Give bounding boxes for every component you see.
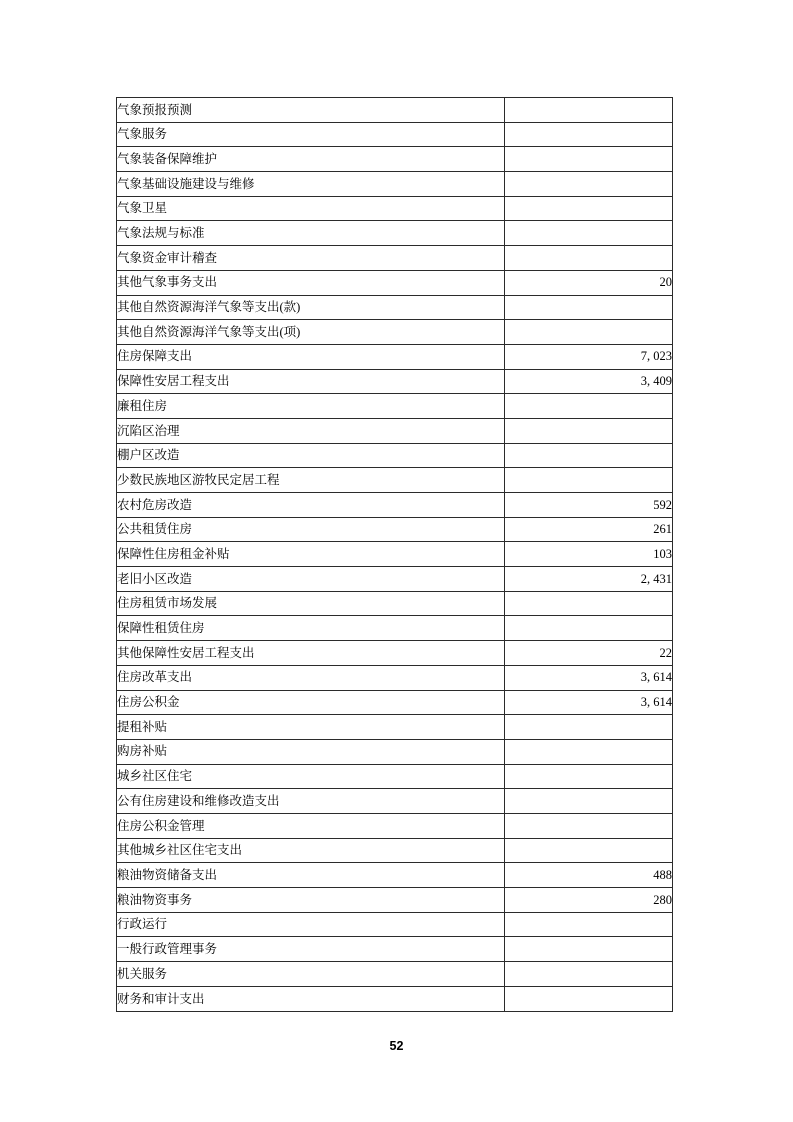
table-row xyxy=(117,172,673,197)
amount-cell xyxy=(505,616,673,641)
amount-cell xyxy=(505,320,673,345)
amount-cell xyxy=(505,789,673,814)
amount-cell xyxy=(505,986,673,1011)
table-row xyxy=(117,98,673,123)
amount-cell: 7, 023 xyxy=(505,344,673,369)
amount-cell xyxy=(505,172,673,197)
budget-table-body xyxy=(117,98,673,1012)
amount-cell xyxy=(505,468,673,493)
category-cell: 气象卫星 xyxy=(117,196,505,221)
table-row xyxy=(117,369,673,394)
category-cell: 其他气象事务支出 xyxy=(117,270,505,295)
category-cell: 农村危房改造 xyxy=(117,493,505,518)
table-row xyxy=(117,912,673,937)
amount-cell xyxy=(505,98,673,123)
category-cell: 保障性租赁住房 xyxy=(117,616,505,641)
amount-cell: 22 xyxy=(505,641,673,666)
category-cell: 其他自然资源海洋气象等支出(项) xyxy=(117,320,505,345)
amount-cell: 3, 614 xyxy=(505,690,673,715)
category-cell: 棚户区改造 xyxy=(117,443,505,468)
table-row xyxy=(117,616,673,641)
category-cell: 气象服务 xyxy=(117,122,505,147)
category-cell: 气象法规与标准 xyxy=(117,221,505,246)
amount-cell xyxy=(505,813,673,838)
amount-cell xyxy=(505,147,673,172)
amount-cell xyxy=(505,838,673,863)
amount-cell: 2, 431 xyxy=(505,567,673,592)
amount-cell xyxy=(505,591,673,616)
category-cell: 廉租住房 xyxy=(117,394,505,419)
table-row xyxy=(117,443,673,468)
table-row xyxy=(117,591,673,616)
table-row xyxy=(117,789,673,814)
category-cell: 住房租赁市场发展 xyxy=(117,591,505,616)
amount-cell: 3, 409 xyxy=(505,369,673,394)
table-row xyxy=(117,542,673,567)
amount-cell xyxy=(505,912,673,937)
amount-cell: 280 xyxy=(505,888,673,913)
category-cell: 保障性安居工程支出 xyxy=(117,369,505,394)
table-row xyxy=(117,320,673,345)
category-cell: 粮油物资事务 xyxy=(117,888,505,913)
table-row xyxy=(117,270,673,295)
amount-cell xyxy=(505,221,673,246)
category-cell: 老旧小区改造 xyxy=(117,567,505,592)
amount-cell xyxy=(505,394,673,419)
table-row xyxy=(117,468,673,493)
amount-cell xyxy=(505,295,673,320)
table-row xyxy=(117,764,673,789)
category-cell: 城乡社区住宅 xyxy=(117,764,505,789)
amount-cell: 488 xyxy=(505,863,673,888)
category-cell: 住房公积金 xyxy=(117,690,505,715)
amount-cell xyxy=(505,962,673,987)
category-cell: 住房保障支出 xyxy=(117,344,505,369)
table-row xyxy=(117,122,673,147)
table-row xyxy=(117,517,673,542)
category-cell: 机关服务 xyxy=(117,962,505,987)
table-row xyxy=(117,715,673,740)
category-cell: 住房改革支出 xyxy=(117,665,505,690)
table-row xyxy=(117,739,673,764)
category-cell: 行政运行 xyxy=(117,912,505,937)
amount-cell xyxy=(505,418,673,443)
page-number: 52 xyxy=(389,1039,404,1053)
category-cell: 气象预报预测 xyxy=(117,98,505,123)
table-row xyxy=(117,147,673,172)
category-cell: 公有住房建设和维修改造支出 xyxy=(117,789,505,814)
amount-cell: 592 xyxy=(505,493,673,518)
category-cell: 住房公积金管理 xyxy=(117,813,505,838)
amount-cell xyxy=(505,443,673,468)
budget-table xyxy=(116,97,673,1012)
table-row xyxy=(117,567,673,592)
table-row xyxy=(117,962,673,987)
amount-cell: 3, 614 xyxy=(505,665,673,690)
table-row xyxy=(117,344,673,369)
table-row xyxy=(117,888,673,913)
table-row xyxy=(117,493,673,518)
category-cell: 其他自然资源海洋气象等支出(款) xyxy=(117,295,505,320)
table-row xyxy=(117,394,673,419)
table-row xyxy=(117,937,673,962)
category-cell: 公共租赁住房 xyxy=(117,517,505,542)
amount-cell xyxy=(505,196,673,221)
table-row xyxy=(117,813,673,838)
category-cell: 气象装备保障维护 xyxy=(117,147,505,172)
category-cell: 一般行政管理事务 xyxy=(117,937,505,962)
category-cell: 少数民族地区游牧民定居工程 xyxy=(117,468,505,493)
table-row xyxy=(117,838,673,863)
table-row xyxy=(117,418,673,443)
amount-cell xyxy=(505,122,673,147)
table-row xyxy=(117,246,673,271)
table-row xyxy=(117,196,673,221)
table-row xyxy=(117,863,673,888)
amount-cell xyxy=(505,764,673,789)
category-cell: 保障性住房租金补贴 xyxy=(117,542,505,567)
category-cell: 气象资金审计稽查 xyxy=(117,246,505,271)
amount-cell xyxy=(505,246,673,271)
category-cell: 其他城乡社区住宅支出 xyxy=(117,838,505,863)
table-row xyxy=(117,641,673,666)
category-cell: 粮油物资储备支出 xyxy=(117,863,505,888)
category-cell: 财务和审计支出 xyxy=(117,986,505,1011)
amount-cell: 261 xyxy=(505,517,673,542)
amount-cell xyxy=(505,937,673,962)
category-cell: 其他保障性安居工程支出 xyxy=(117,641,505,666)
table-row xyxy=(117,295,673,320)
table-row xyxy=(117,986,673,1011)
category-cell: 沉陷区治理 xyxy=(117,418,505,443)
amount-cell: 103 xyxy=(505,542,673,567)
table-row xyxy=(117,690,673,715)
table-row xyxy=(117,221,673,246)
category-cell: 气象基础设施建设与维修 xyxy=(117,172,505,197)
amount-cell xyxy=(505,715,673,740)
category-cell: 提租补贴 xyxy=(117,715,505,740)
amount-cell xyxy=(505,739,673,764)
category-cell: 购房补贴 xyxy=(117,739,505,764)
table-row xyxy=(117,665,673,690)
amount-cell: 20 xyxy=(505,270,673,295)
